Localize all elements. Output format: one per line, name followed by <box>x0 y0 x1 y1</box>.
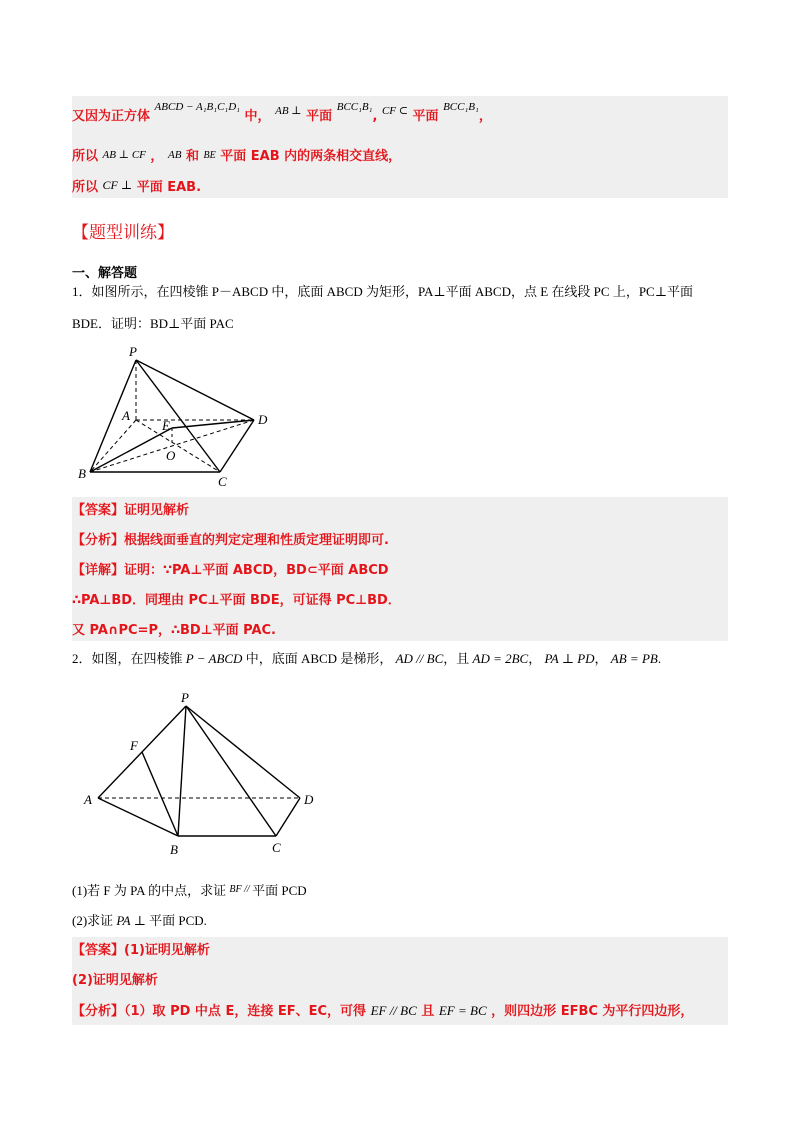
q2-label-c: C <box>272 840 281 855</box>
q1-label-c: C <box>218 474 227 489</box>
q1-label-b: B <box>78 466 86 481</box>
q1-label-p: P <box>129 344 137 359</box>
q1-detail-1: 【详解】证明：∵PA⊥平面 ABCD，BD⊂平面 ABCD <box>72 563 389 578</box>
q1-answer: 【答案】证明见解析 <box>72 503 190 518</box>
q1-pyramid-figure <box>70 340 280 490</box>
math-ef-par-bc: EF // BC <box>370 1003 417 1018</box>
math-ab: AB <box>167 149 182 161</box>
math-cf-subset: CF ⊂ <box>381 105 408 117</box>
q2-label-f: F <box>130 738 138 753</box>
q1-detail-2: ∴PA⊥BD．同理由 PC⊥平面 BDE，可证得 PC⊥BD． <box>72 593 401 608</box>
q2-text: 2．如图，在四棱锥 P − ABCD 中，底面 ABCD 是梯形， AD // BC，且 AD = 2BC， PA ⊥ PD， AB = PB. <box>72 651 662 666</box>
top-line-2: 所以 AB ⊥ CF ， AB 和 BE 平面 EAB 内的两条相交直线， <box>72 149 402 164</box>
math-ef-eq-bc: EF = BC <box>438 1003 487 1018</box>
q1-text-line-1: 1．如图所示，在四棱锥 P－ABCD 中，底面 ABCD 为矩形，PA⊥平面 ABCD，点 E 在线段 PC 上，PC⊥平面 <box>72 284 693 299</box>
q1-label-o: O <box>166 448 176 463</box>
math-cube: ABCD − A₁B₁C₁D₁ <box>154 101 241 113</box>
section-title: 【题型训练】 <box>72 223 174 243</box>
q2-pyramid-figure <box>78 688 328 860</box>
math-cf-perp: CF ⊥ <box>102 178 133 192</box>
q1-label-e: E <box>162 418 170 433</box>
q2-label-d: D <box>304 792 314 807</box>
q1-detail-3: 又 PA∩PC=P，∴BD⊥平面 PAC. <box>72 623 276 638</box>
q1-text-line-2: BDE．证明：BD⊥平面 PAC <box>72 316 234 331</box>
q2-answer-1: 【答案】(1)证明见解析 <box>72 943 210 958</box>
q2-label-b: B <box>170 842 178 857</box>
top-line-3: 所以 CF ⊥ 平面 EAB. <box>72 178 202 195</box>
q1-analysis: 【分析】根据线面垂直的判定定理和性质定理证明即可. <box>72 533 389 548</box>
math-pa-perp-pd: PA ⊥ PD <box>544 651 595 666</box>
math-ab-eq-pb: AB = PB <box>610 651 658 666</box>
q1-label-a: A <box>122 408 130 423</box>
q2-part-2: (2)求证 PA ⊥ 平面 PCD. <box>72 913 207 928</box>
sub-title: 一、解答题 <box>72 266 138 281</box>
math-ab-perp: AB ⊥ <box>275 105 302 117</box>
math-bf-par: BF // <box>229 884 253 895</box>
math-ab-perp-cf: AB ⊥ CF <box>102 149 146 161</box>
math-pyramid: P − ABCD <box>185 651 243 666</box>
q1-label-d: D <box>258 412 268 427</box>
q2-analysis: 【分析】（1）取 PD 中点 E，连接 EF、EC，可得 EF // BC 且 EF = BC ，则四边形 EFBC 为平行四边形， <box>72 1003 694 1019</box>
q2-answer-2: (2)证明见解析 <box>72 973 158 988</box>
math-pa-perp: PA ⊥ <box>116 913 150 928</box>
math-bcc1b1-b: BCC₁B₁ <box>443 101 479 113</box>
q2-part-1: (1)若 F 为 PA 的中点，求证 $^{BF //}$ 平面 PCD <box>72 883 307 898</box>
q2-label-a: A <box>84 792 92 807</box>
math-ad-par-bc: AD // BC <box>395 651 444 666</box>
q2-label-p: P <box>181 690 189 705</box>
math-ad-eq-2bc: AD = 2BC <box>472 651 529 666</box>
top-line-1: 又因为正方体 $^{ABCD - A_1B_1C_1D_1}$ 中， $^{AB \perp}$ 平面 $^{BCC_1B_1}$, $^{CF \subset}$ 平面 $^{BCC_1B_1}$， <box>72 101 492 124</box>
math-be: BE <box>203 150 216 161</box>
math-bcc1b1-a: BCC₁B₁ <box>336 101 373 113</box>
